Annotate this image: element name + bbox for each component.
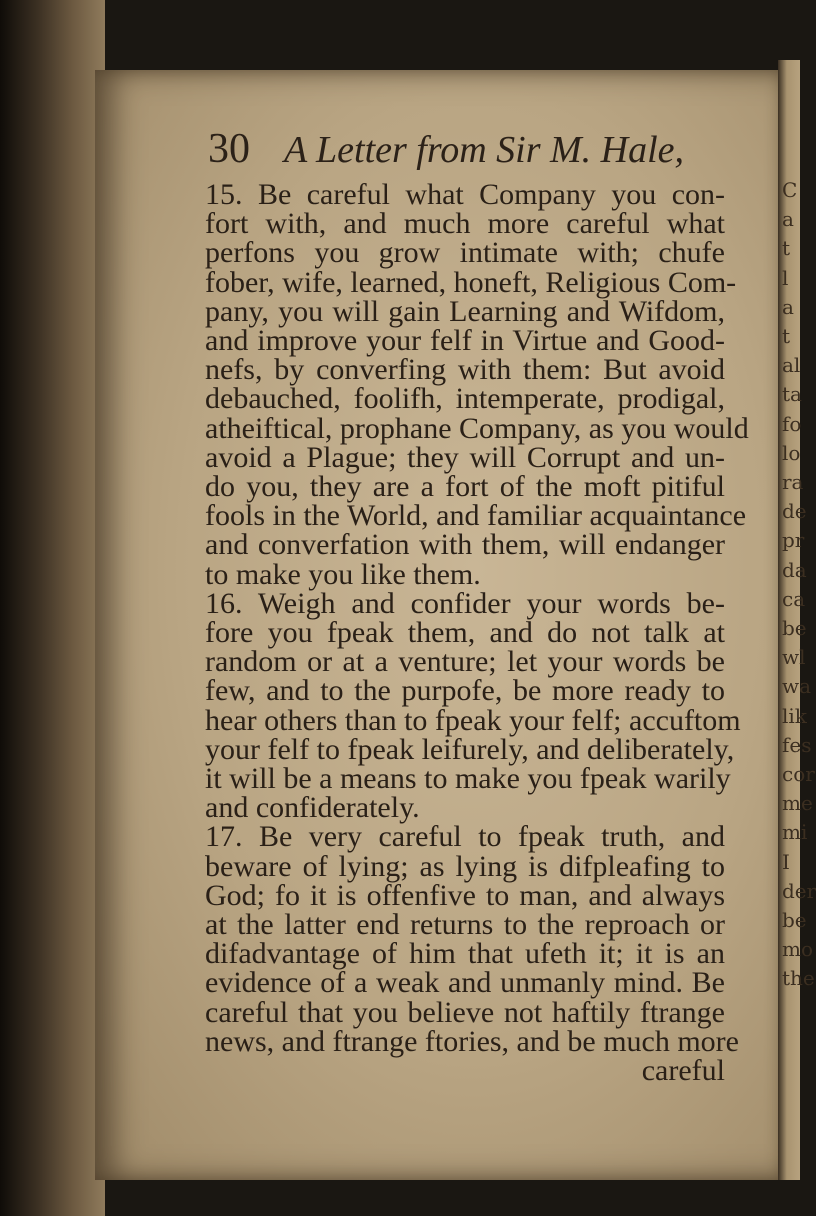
facing-page-fragment: t [782, 324, 791, 348]
text-line: random or at a venture; let your words be [205, 645, 725, 679]
text-line: few, and to the purpofe, be more ready to [205, 674, 725, 708]
facing-page-fragment: the [782, 966, 815, 991]
facing-page-fragment: der [782, 878, 816, 903]
running-title: A Letter from Sir M. Hale, [284, 129, 685, 171]
page-number: 30 [208, 126, 250, 172]
facing-page-fragment: l [782, 265, 789, 290]
text-line: avoid a Plague; they will Corrupt and un- [205, 440, 725, 474]
text-line: perfons you grow intimate with; chufe [205, 236, 725, 270]
text-line: difadvantage of him that ufeth it; it is an [205, 937, 725, 971]
facing-page-fragment: t [782, 236, 791, 261]
facing-page-fragment: I [782, 849, 790, 874]
text-line: careful [641, 1054, 725, 1088]
facing-page-fragment: ra [782, 470, 804, 494]
text-line: your felf to fpeak leifurely, and deliberately, [205, 732, 735, 766]
text-line: God; fo it is offenfive to man, and always [205, 878, 725, 912]
facing-page-fragment: lik [782, 703, 807, 728]
facing-page-fragment: lo [782, 440, 801, 465]
page-header [208, 125, 728, 175]
book-gutter [0, 0, 105, 1216]
facing-page-fragment: de [782, 499, 807, 524]
text-line: news, and ftrange ftories, and be much more [205, 1024, 739, 1058]
facing-page-fragment: me [782, 791, 813, 816]
facing-page-fragment: be [782, 616, 807, 640]
facing-page-fragment: pr [782, 528, 805, 553]
text-line: fools in the World, and familiar acquaintance [205, 499, 747, 533]
text-line: hear others than to fpeak your felf; accuftom [205, 703, 741, 737]
text-line: pany, you will gain Learning and Wifdom, [205, 294, 725, 328]
text-line: atheiftical, prophane Company, as you would [205, 411, 749, 445]
letter-body [205, 178, 749, 1088]
facing-page-edge [778, 60, 816, 1180]
facing-page-fragment: al [782, 353, 801, 378]
text-line: and confiderately. [205, 791, 420, 825]
facing-page-fragment: da [782, 557, 807, 582]
facing-page-fragment: C [782, 178, 798, 202]
facing-page-fragment: wl [782, 645, 806, 670]
facing-page-fragment: ca [782, 586, 806, 611]
facing-page-fragment: ta [782, 382, 802, 407]
facing-page-fragment: mi [782, 820, 808, 845]
facing-page-fragment: mo [782, 937, 814, 962]
text-line: do you, they are a fort of the moft pitiful [205, 470, 725, 504]
text-line: fore you fpeak them, and do not talk at [205, 616, 725, 650]
facing-page-fragment: be [782, 908, 807, 932]
facing-page-fragment: a [782, 294, 794, 319]
text-line: 16. Weigh and confider your words be- [205, 586, 725, 620]
text-line: fort with, and much more careful what [205, 207, 725, 241]
text-line: debauched, foolifh, intemperate, prodigal, [205, 382, 725, 416]
text-line: fober, wife, learned, honeft, Religious Com- [205, 265, 737, 299]
facing-page-fragment: fo [782, 411, 802, 436]
facing-page-fragment: fes [782, 732, 812, 757]
text-line: to make you like them. [205, 557, 481, 591]
text-line: it will be a means to make you fpeak warily [205, 762, 731, 796]
text-line: 17. Be very careful to fpeak truth, and [205, 820, 725, 854]
text-line: nefs, by converfing with them: But avoid [205, 353, 725, 387]
facing-page-fragment: a [782, 207, 794, 232]
text-line: and converfation with them, will endanger [205, 528, 725, 562]
text-line: and improve your felf in Virtue and Good- [205, 324, 725, 358]
text-line: evidence of a weak and unmanly mind. Be [205, 966, 725, 1000]
text-line: careful that you believe not haftily ftrange [205, 995, 725, 1029]
text-line: 15. Be careful what Company you con- [205, 178, 725, 211]
text-line: at the latter end returns to the reproach or [205, 908, 725, 942]
text-line: beware of lying; as lying is difpleafing to [205, 849, 725, 883]
facing-page-fragment: wa [782, 674, 812, 699]
facing-page-fragment: cor [782, 762, 815, 786]
